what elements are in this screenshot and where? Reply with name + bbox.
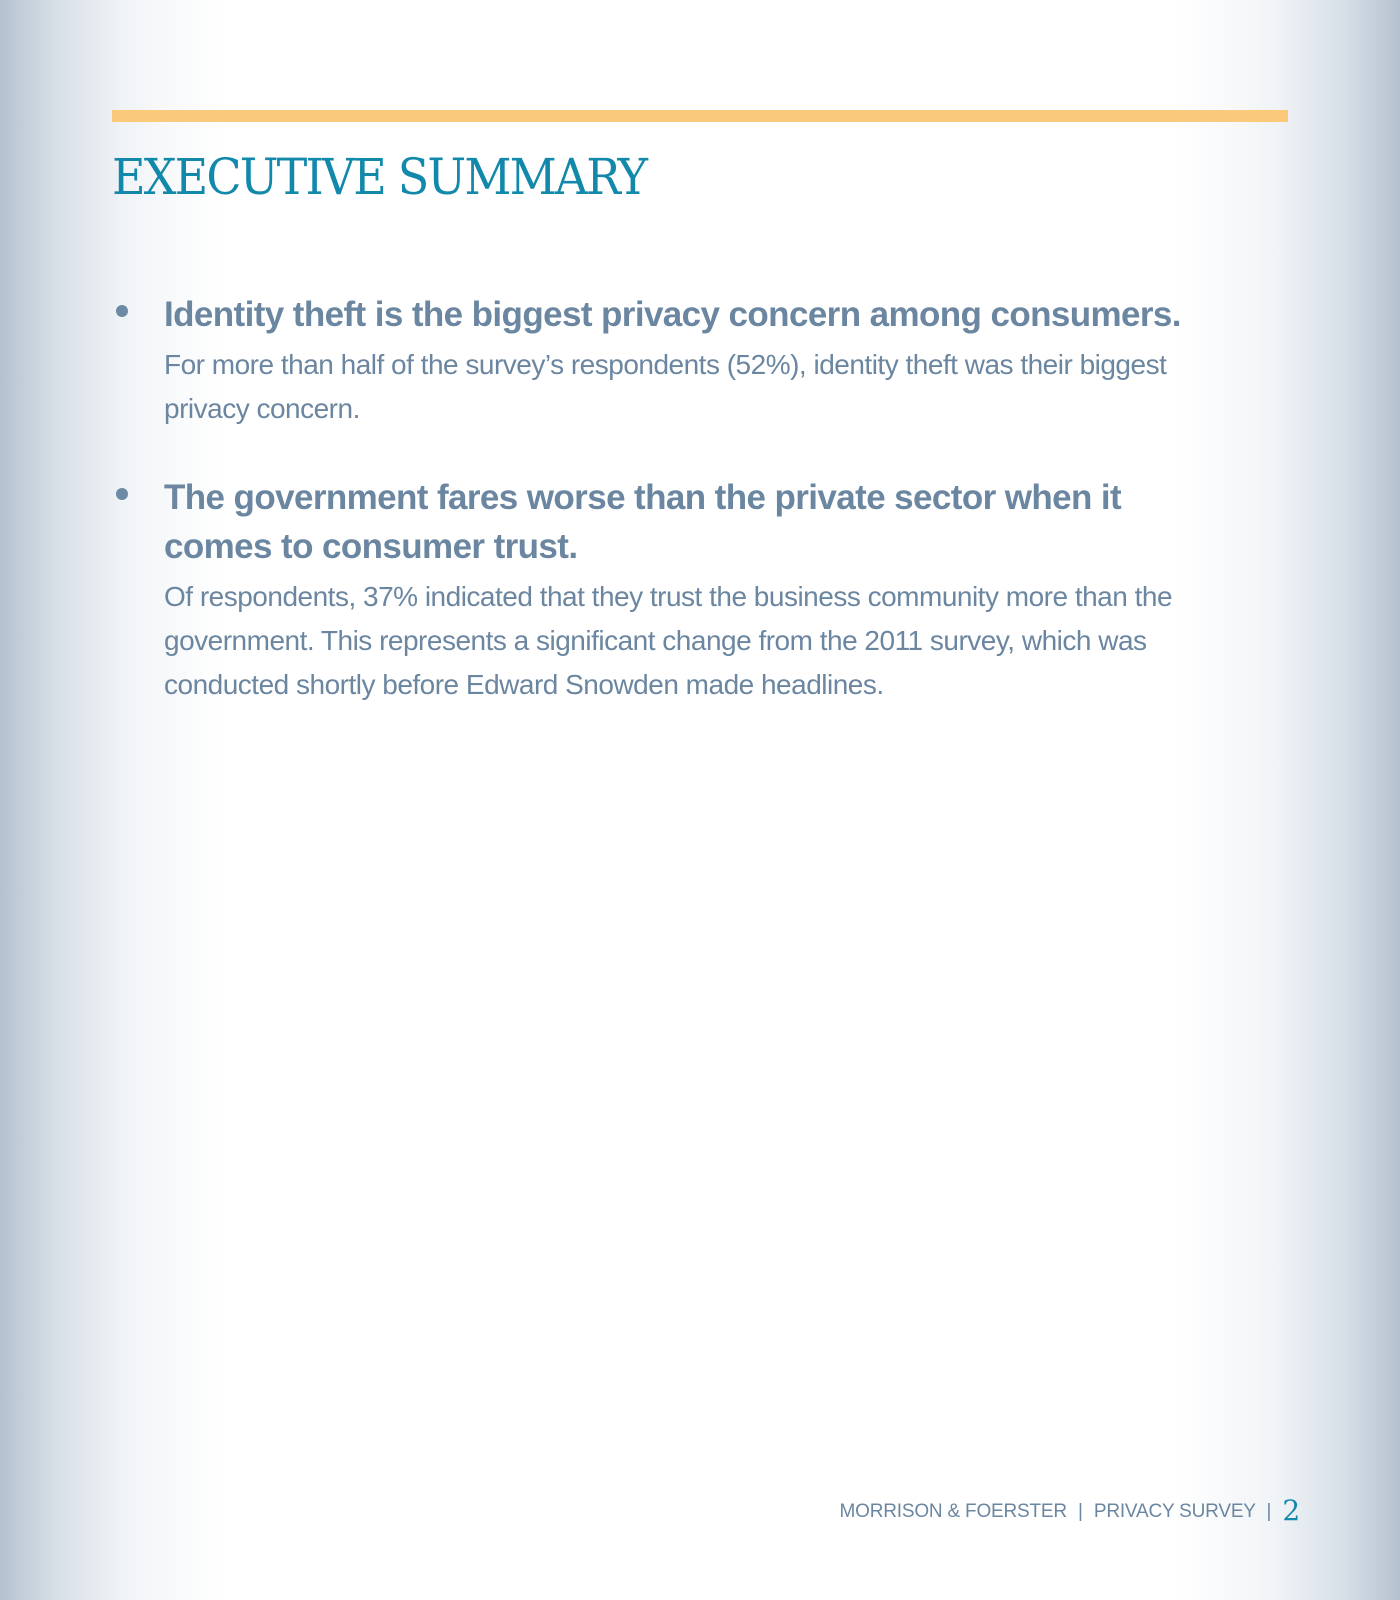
- summary-item-body: Of respondents, 37% indicated that they trust the business community more than the government. This represents a significant change from the 2011 survey, which was conducted shortly before Edward Snowden made headlines.: [164, 581, 1173, 700]
- summary-item-heading: Identity theft is the biggest privacy concern among consumers.: [164, 295, 1181, 334]
- summary-item-body: For more than half of the survey’s respondents (52%), identity theft was their biggest privacy concern.: [164, 349, 1167, 424]
- summary-item-identity-theft: [112, 290, 1232, 431]
- summary-item-consumer-trust: [112, 473, 1232, 707]
- summary-item-heading: The government fares worse than the private sector when it comes to consumer trust.: [164, 478, 1122, 566]
- page-footer: [840, 1494, 1300, 1527]
- footer-separator: |: [1078, 1501, 1083, 1522]
- footer-separator: |: [1266, 1501, 1272, 1522]
- summary-list: [112, 290, 1232, 749]
- bullet-icon: [116, 305, 128, 317]
- bullet-icon: [116, 488, 128, 500]
- footer-firm-name: MORRISON & FOERSTER: [839, 1501, 1067, 1522]
- page-number: 2: [1282, 1494, 1300, 1527]
- page-title: EXECUTIVE SUMMARY: [112, 148, 647, 206]
- top-accent-rule: [112, 110, 1288, 122]
- footer-publication: PRIVACY SURVEY: [1093, 1501, 1256, 1522]
